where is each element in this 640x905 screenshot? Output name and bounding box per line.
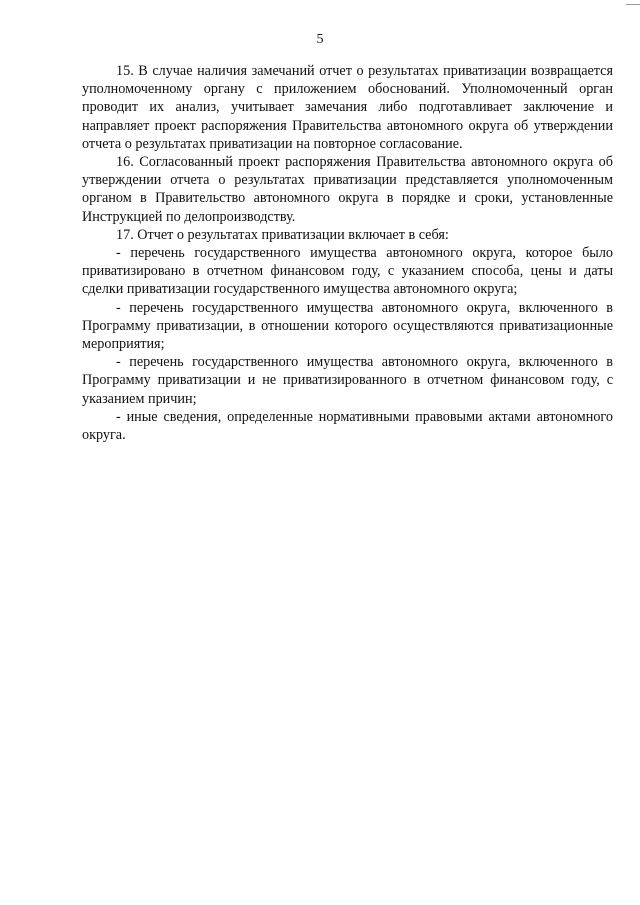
corner-mark — [626, 0, 640, 5]
paragraph-17: 17. Отчет о результатах приватизации включает в себя: — [116, 226, 449, 243]
page-number: 5 — [316, 32, 324, 47]
paragraph-16: 16. Согласованный проект распоряжения Правительства автономного округа об утверждении отчета о результатах приватизации представляется уполномоченным органом в Правительство автономного округа в порядке и сроки, установленные Инструкцией по делопроизводству. — [82, 154, 613, 225]
list-item-privatized-property: - перечень государственного имущества автономного округа, которое было приватизировано в отчетном финансовом году, с указанием способа, цены и даты сделки приватизации государственного имущества автономного округа; — [82, 245, 613, 298]
list-item-ongoing-privatization: - перечень государственного имущества автономного округа, включенного в Программу приватизации, в отношении которого осуществляются приватизационные мероприятия; — [82, 299, 613, 353]
paragraph-15: 15. В случае наличия замечаний отчет о результатах приватизации возвращается уполномоченному органу с приложением обоснований. Уполномоченный орган проводит их анализ, учитывает замечания либо подготавливает заключение и направляет проект распоряжения Правительства автономного округа об утверждении отчета о результатах приватизации на повторное согласование. — [82, 63, 613, 152]
list-item-other-info: - иные сведения, определенные нормативными правовыми актами автономного округа. — [82, 408, 613, 444]
list-item-not-privatized: - перечень государственного имущества автономного округа, включенного в Программу приватизации и не приватизированного в отчетном финансовом году, с указанием причин; — [82, 354, 613, 407]
document-body — [82, 62, 613, 444]
